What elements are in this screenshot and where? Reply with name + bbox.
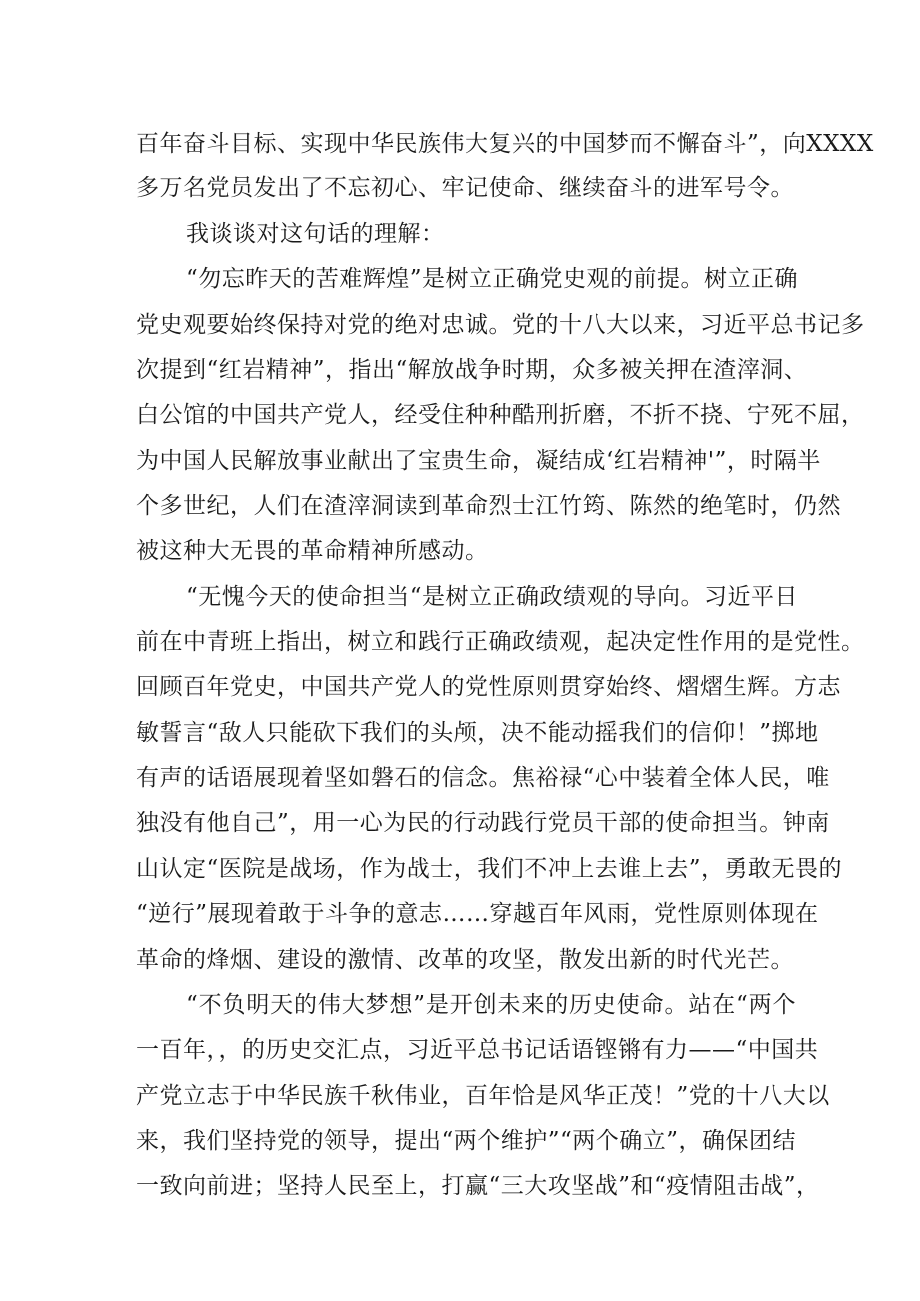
text-line: 白公馆的中国共产党人，经受住种种酷刑折磨，不折不挠、宁死不屈， <box>136 402 865 428</box>
text-line: 次提到“红岩精神”，指出“解放战争时期，众多被关押在渣滓洞、 <box>136 357 808 383</box>
text-line: 前在中青班上指出，树立和践行正确政绩观，起决定性作用的是党性。 <box>136 629 865 655</box>
text-line: “无愧今天的使命担当“是树立正确政绩观的导向。习近平日 <box>186 584 799 610</box>
text-line: 个多世纪，人们在渣滓洞读到革命烈士江竹筠、陈然的绝笔时，仍然 <box>136 493 841 519</box>
text-line: 有声的话语展现着坚如磐石的信念。焦裕禄“心中装着全体人民，唯 <box>136 765 830 791</box>
text-line: 党史观要始终保持对党的绝对忠诚。党的十八大以来，习近平总书记多 <box>136 312 865 338</box>
text-line: 为中国人民解放事业献出了宝贵生命，凝结成‘红岩精神'”，时隔半 <box>136 448 821 474</box>
text-line: 山认定“医院是战场，作为战士，我们不冲上去谁上去”，勇敢无畏的 <box>136 856 843 882</box>
text-line: 多万名党员发出了不忘初心、牢记使命、继续奋斗的进军号令。 <box>136 175 794 201</box>
text-line: “逆行”展现着敢于斗争的意志……穿越百年风雨，党性原则体现在 <box>136 901 819 927</box>
text-line: 一致向前进；坚持人民至上，打赢“三大攻坚战”和“疫情阻击战”， <box>136 1173 820 1199</box>
text-line: “勿忘昨天的苦难辉煌”是树立正确党史观的前提。树立正确 <box>186 266 799 292</box>
text-line: 一百年，，的历史交汇点，习近平总书记话语铿锵有力——“中国共 <box>136 1037 819 1063</box>
text-line: 百年奋斗目标、实现中华民族伟大复兴的中国梦而不懈奋斗”，向XXXX <box>136 131 874 157</box>
text-line: 回顾百年党史，中国共产党人的党性原则贯穿始终、熠熠生辉。方志 <box>136 674 841 700</box>
text-line: 革命的烽烟、建设的激情、改革的攻坚，散发出新的时代光芒。 <box>136 947 794 973</box>
text-line: 被这种大无畏的革命精神所感动。 <box>136 538 489 564</box>
text-line: 产党立志于中华民族千秋伟业，百年恰是风华正茂！”党的十八大以 <box>136 1083 830 1109</box>
text-line: 敏誓言“敌人只能砍下我们的头颅，决不能动摇我们的信仰！”掷地 <box>136 720 819 746</box>
text-line: 我谈谈对这句话的理解： <box>186 221 445 247</box>
text-line: 来，我们坚持党的领导，提出“两个维护”“两个确立”，确保团结 <box>136 1128 797 1154</box>
text-line: “不负明天的伟大梦想”是开创未来的历史使命。站在“两个 <box>186 992 796 1018</box>
text-line: 独没有他自己”，用一心为民的行动践行党员干部的使命担当。钟南 <box>136 810 830 836</box>
